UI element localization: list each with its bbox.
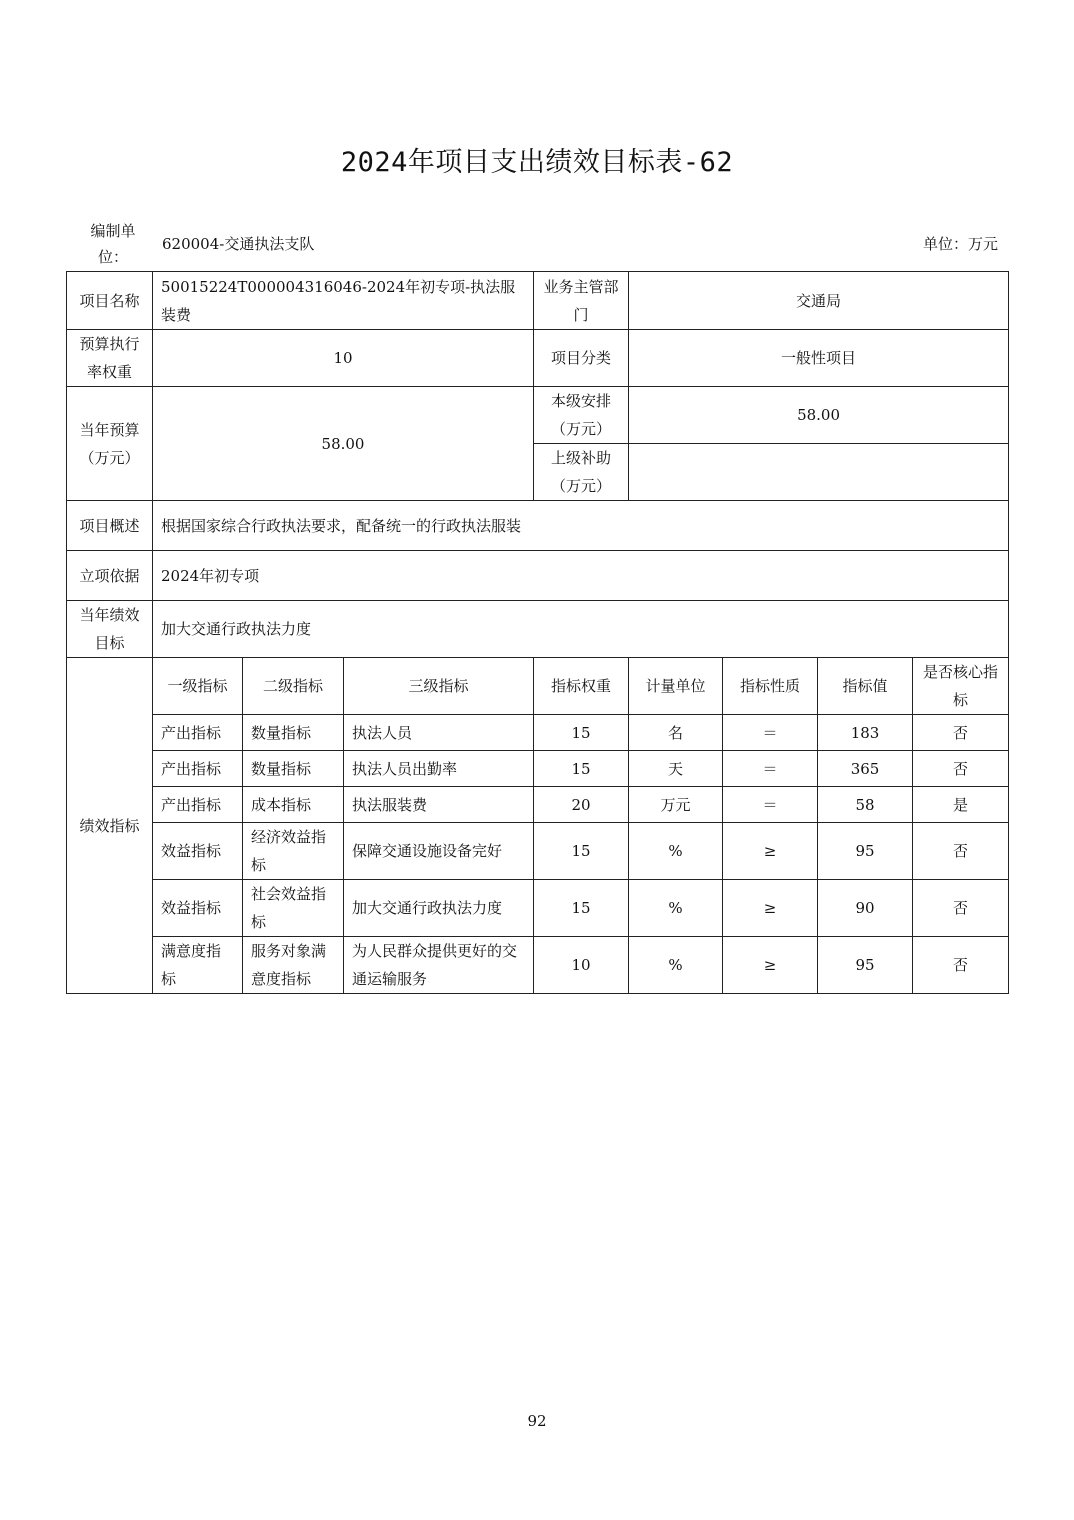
weight-label: 预算执行率权重 <box>67 330 153 387</box>
performance-table <box>66 271 1009 994</box>
unit-cell: % <box>629 880 723 937</box>
level3-cell: 保障交通设施设备完好 <box>344 823 534 880</box>
weight-cell: 15 <box>534 715 629 751</box>
nature-cell: ＝ <box>723 751 818 787</box>
value-cell: 90 <box>818 880 913 937</box>
page-number: 92 <box>527 1412 547 1430</box>
currency-unit: 单位：万元 <box>922 235 998 253</box>
level3-cell: 加大交通行政执法力度 <box>344 880 534 937</box>
core-cell: 否 <box>913 715 1009 751</box>
goal-label: 当年绩效目标 <box>67 601 153 658</box>
budget-value: 58.00 <box>153 387 534 501</box>
basis-label: 立项依据 <box>67 551 153 601</box>
value-cell: 183 <box>818 715 913 751</box>
weight-cell: 15 <box>534 880 629 937</box>
level2-cell: 数量指标 <box>243 715 344 751</box>
overview-value: 根据国家综合行政执法要求，配备统一的行政执法服装 <box>153 501 1009 551</box>
level2-cell: 经济效益指标 <box>243 823 344 880</box>
level2-cell: 数量指标 <box>243 751 344 787</box>
header-level2: 二级指标 <box>243 658 344 715</box>
unit-cell: 名 <box>629 715 723 751</box>
weight-cell: 15 <box>534 823 629 880</box>
weight-cell: 10 <box>534 937 629 994</box>
nature-cell: ≥ <box>723 937 818 994</box>
level2-cell: 成本指标 <box>243 787 344 823</box>
value-cell: 95 <box>818 937 913 994</box>
nature-cell: ＝ <box>723 787 818 823</box>
budget-label: 当年预算（万元） <box>67 387 153 501</box>
header-value: 指标值 <box>818 658 913 715</box>
level1-cell: 效益指标 <box>153 880 243 937</box>
header-nature: 指标性质 <box>723 658 818 715</box>
core-cell: 是 <box>913 787 1009 823</box>
value-cell: 95 <box>818 823 913 880</box>
level1-cell: 产出指标 <box>153 715 243 751</box>
subsidy-value <box>629 444 1009 501</box>
unit-value: 620004-交通执法支队 <box>162 235 315 253</box>
core-cell: 否 <box>913 823 1009 880</box>
table-row <box>67 715 1009 751</box>
dept-value: 交通局 <box>629 272 1009 330</box>
table-row <box>67 880 1009 937</box>
core-cell: 否 <box>913 937 1009 994</box>
level3-cell: 执法服装费 <box>344 787 534 823</box>
nature-cell: ＝ <box>723 715 818 751</box>
nature-cell: ≥ <box>723 880 818 937</box>
table-row <box>67 751 1009 787</box>
value-cell: 58 <box>818 787 913 823</box>
header-level1: 一级指标 <box>153 658 243 715</box>
header-weight: 指标权重 <box>534 658 629 715</box>
header-core: 是否核心指标 <box>913 658 1009 715</box>
level3-cell: 执法人员出勤率 <box>344 751 534 787</box>
category-value: 一般性项目 <box>629 330 1009 387</box>
value-cell: 365 <box>818 751 913 787</box>
dept-label: 业务主管部门 <box>534 272 629 330</box>
unit-cell: % <box>629 937 723 994</box>
project-name-label: 项目名称 <box>67 272 153 330</box>
core-cell: 否 <box>913 751 1009 787</box>
level2-cell: 社会效益指标 <box>243 880 344 937</box>
local-value: 58.00 <box>629 387 1009 444</box>
basis-value: 2024年初专项 <box>153 551 1009 601</box>
core-cell: 否 <box>913 880 1009 937</box>
weight-value: 10 <box>153 330 534 387</box>
level1-cell: 产出指标 <box>153 787 243 823</box>
unit-cell: 万元 <box>629 787 723 823</box>
weight-cell: 15 <box>534 751 629 787</box>
goal-value: 加大交通行政执法力度 <box>153 601 1009 658</box>
local-label: 本级安排（万元） <box>534 387 629 444</box>
overview-label: 项目概述 <box>67 501 153 551</box>
table-row <box>67 787 1009 823</box>
table-row <box>67 823 1009 880</box>
unit-cell: % <box>629 823 723 880</box>
header-level3: 三级指标 <box>344 658 534 715</box>
indicators-section-label: 绩效指标 <box>67 658 153 994</box>
level3-cell: 执法人员 <box>344 715 534 751</box>
level3-cell: 为人民群众提供更好的交通运输服务 <box>344 937 534 994</box>
unit-label: 编制单位： <box>90 222 136 266</box>
weight-cell: 20 <box>534 787 629 823</box>
page-title: 2024年项目支出绩效目标表-62 <box>340 147 734 178</box>
nature-cell: ≥ <box>723 823 818 880</box>
category-label: 项目分类 <box>534 330 629 387</box>
subsidy-label: 上级补助（万元） <box>534 444 629 501</box>
level1-cell: 效益指标 <box>153 823 243 880</box>
level2-cell: 服务对象满意度指标 <box>243 937 344 994</box>
header-unit: 计量单位 <box>629 658 723 715</box>
table-row <box>67 937 1009 994</box>
unit-cell: 天 <box>629 751 723 787</box>
project-name-value: 50015224T000004316046-2024年初专项-执法服装费 <box>153 272 534 330</box>
level1-cell: 满意度指标 <box>153 937 243 994</box>
level1-cell: 产出指标 <box>153 751 243 787</box>
